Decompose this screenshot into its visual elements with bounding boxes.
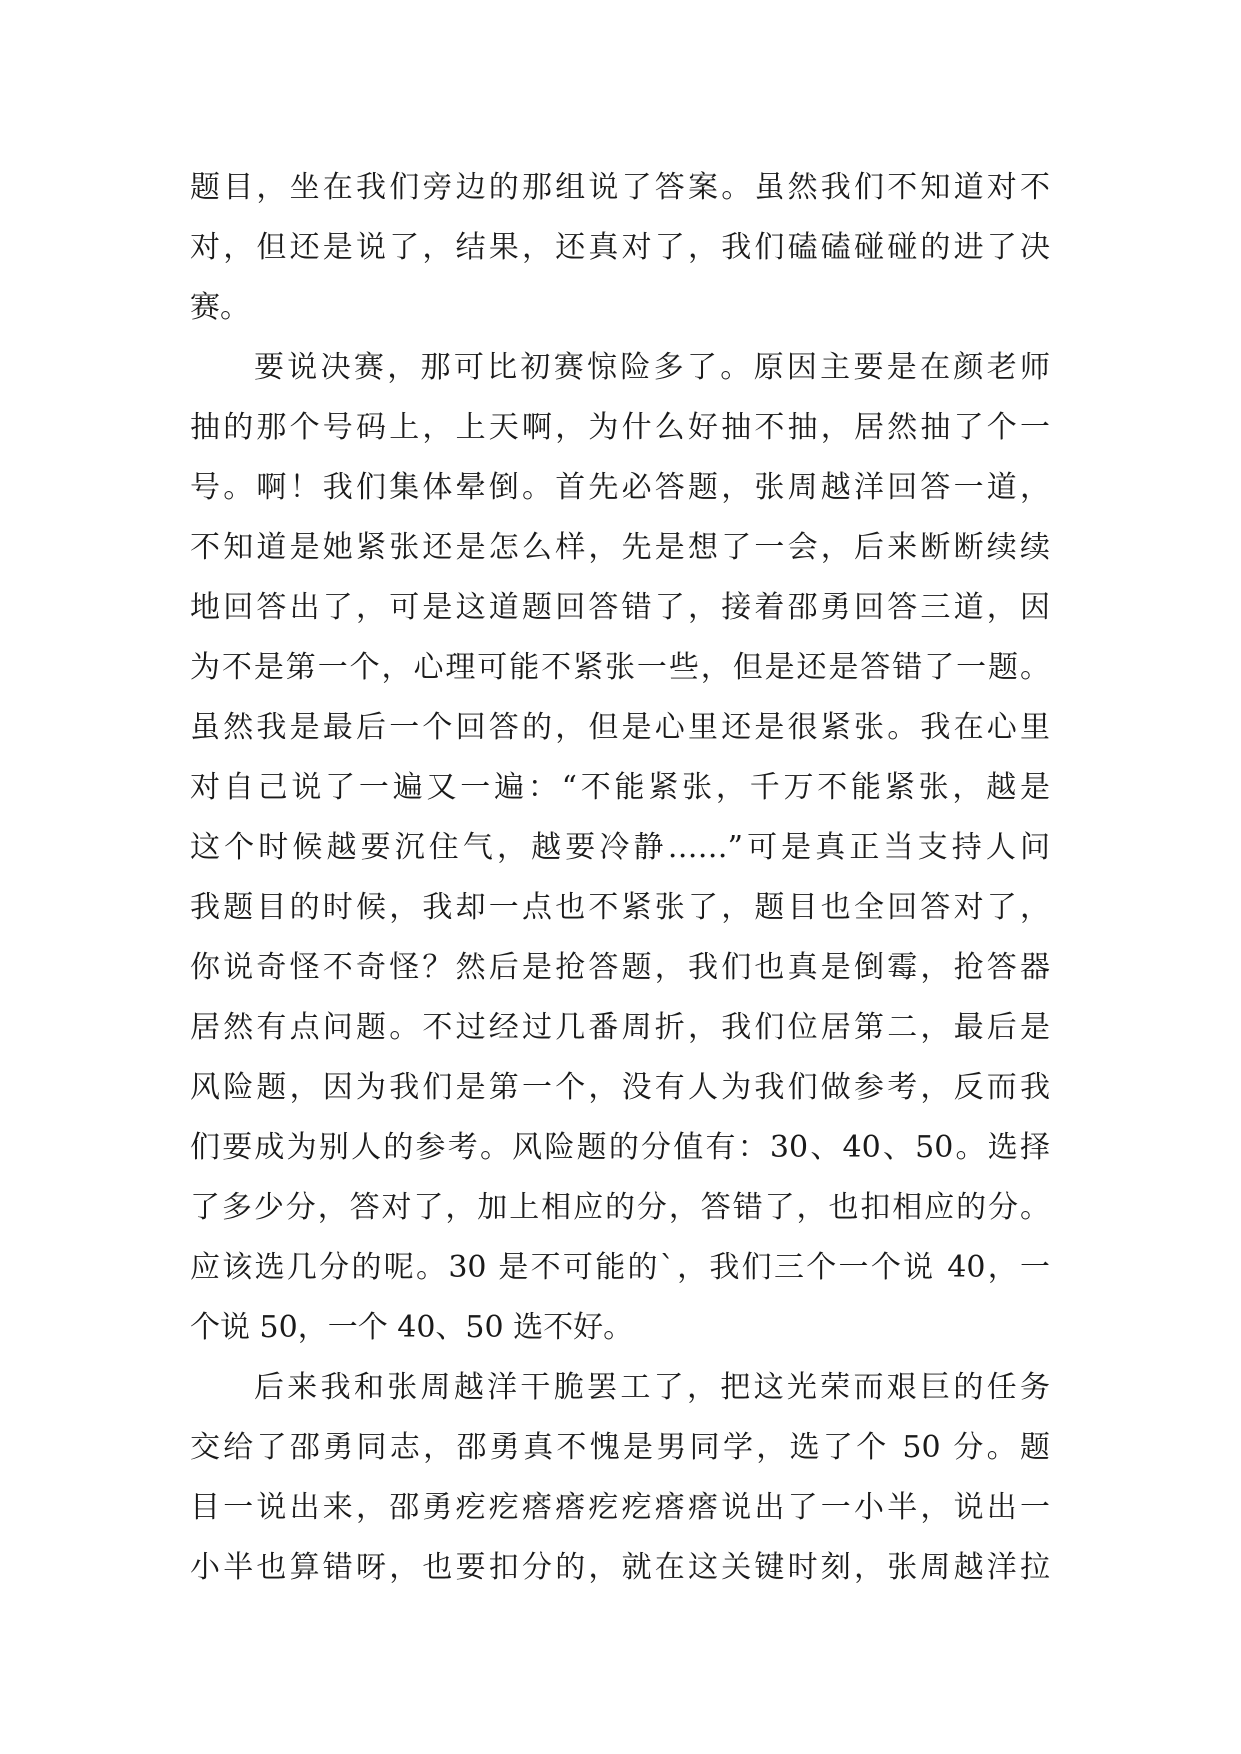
text-line: 号。啊！我们集体晕倒。首先必答题，张周越洋回答一道， [190, 470, 1050, 505]
text-line: 风险题，因为我们是第一个，没有人为我们做参考，反而我 [190, 1070, 1050, 1105]
text-line: 赛。 [190, 290, 250, 325]
text-line: 题目，坐在我们旁边的那组说了答案。虽然我们不知道对不 [190, 170, 1050, 205]
text-line: 应该选几分的呢。30 是不可能的`，我们三个一个说 40，一 [190, 1250, 1050, 1285]
text-line: 我题目的时候，我却一点也不紧张了，题目也全回答对了， [190, 890, 1050, 925]
text-line: 你说奇怪不奇怪？然后是抢答题，我们也真是倒霉，抢答器 [190, 950, 1050, 985]
text-line: 抽的那个号码上，上天啊，为什么好抽不抽，居然抽了个一 [190, 410, 1050, 445]
text-line: 地回答出了，可是这道题回答错了，接着邵勇回答三道，因 [190, 590, 1050, 625]
text-line: 对自己说了一遍又一遍：“不能紧张，千万不能紧张，越是 [190, 770, 1050, 805]
text-line: 了多少分，答对了，加上相应的分，答错了，也扣相应的分。 [190, 1190, 1050, 1225]
text-line: 目一说出来，邵勇疙疙瘩瘩疙疙瘩瘩说出了一小半，说出一 [190, 1490, 1050, 1525]
text-line: 这个时候越要沉住气，越要冷静……”可是真正当支持人问 [190, 830, 1050, 865]
text-line: 对，但还是说了，结果，还真对了，我们磕磕碰碰的进了决 [190, 230, 1050, 265]
text-line: 虽然我是最后一个回答的，但是心里还是很紧张。我在心里 [190, 710, 1050, 745]
text-line: 后来我和张周越洋干脆罢工了，把这光荣而艰巨的任务 [254, 1370, 1050, 1405]
text-line: 们要成为别人的参考。风险题的分值有：30、40、50。选择 [190, 1130, 1050, 1165]
text-line: 小半也算错呀，也要扣分的，就在这关键时刻，张周越洋拉 [190, 1550, 1050, 1585]
text-line: 居然有点问题。不过经过几番周折，我们位居第二，最后是 [190, 1010, 1050, 1045]
text-line: 不知道是她紧张还是怎么样，先是想了一会，后来断断续续 [190, 530, 1050, 565]
text-line: 交给了邵勇同志，邵勇真不愧是男同学，选了个 50 分。题 [190, 1430, 1050, 1465]
text-line: 为不是第一个，心理可能不紧张一些，但是还是答错了一题。 [190, 650, 1050, 685]
body-text [190, 158, 1050, 1598]
text-line: 要说决赛，那可比初赛惊险多了。原因主要是在颜老师 [254, 350, 1050, 385]
text-line: 个说 50，一个 40、50 选不好。 [190, 1310, 634, 1345]
